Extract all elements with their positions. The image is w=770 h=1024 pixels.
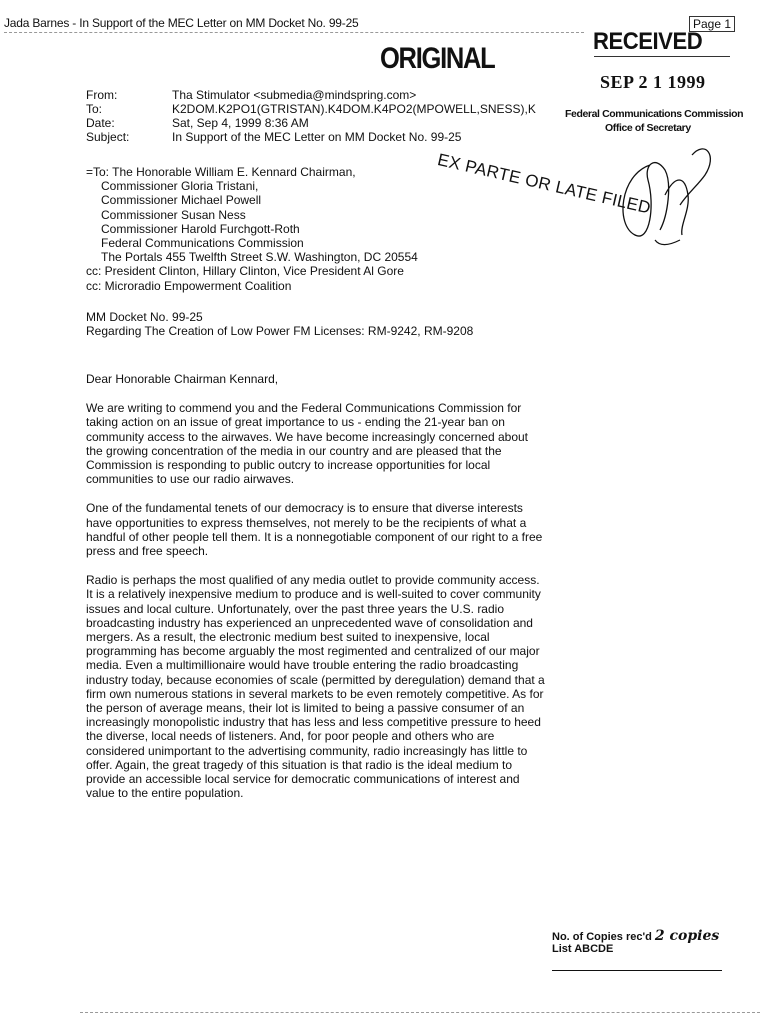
original-stamp: ORIGINAL (380, 42, 495, 75)
date-label: Date: (86, 116, 115, 130)
paragraph-3: Radio is perhaps the most qualified of any media outlet to provide community access. It is a relatively inexpensive medium to produce and is well-suited to cover community issues and local culture. Unfortunately, over the past three years the U.S. radio broadcasting industry has experienced an unprecedented wave of consolidation and mergers. As a result, the electronic medium best suited to inexpensive, local programming has become arguably the most regimented and centralized of our major media. Even a multimillionaire would have trouble entering the radio broadcasting industry today, because economies of scale (permitted by deregulation) demand that a firm own numerous stations in several markets to be even remotely competitive. As for the person of average means, their lot is limited to being a passive consumer of an increasingly monopolistic industry that has less and less competitive pressure to heed the diverse, local needs of listeners. And, for poor people and others who are considered unimportant to the advertising community, radio increasingly has little to offer. Again, the great tragedy of this situation is that radio is the ideal medium to provide an accessible local service for democratic communications of interest and value to the entire population. (86, 573, 545, 801)
memo-subject (86, 130, 766, 144)
memo-to (86, 102, 766, 116)
memo-from (86, 88, 766, 102)
address-block (86, 165, 418, 293)
docket-number: MM Docket No. 99-25 (86, 310, 203, 324)
from-value: Tha Stimulator <submedia@mindspring.com> (172, 88, 417, 102)
agency-stamp: Federal Communications Commission (565, 108, 744, 120)
letter-body (86, 372, 546, 815)
subject-label: Subject: (86, 130, 130, 144)
to-value: K2DOM.K2PO1(GTRISTAN).K4DOM.K4PO2(MPOWELL,SNESS),K (172, 102, 536, 116)
address-line: Federal Communications Commission (101, 236, 304, 251)
address-line: Commissioner Harold Furchgott-Roth (101, 221, 300, 236)
date-value: Sat, Sep 4, 1999 8:36 AM (172, 116, 309, 130)
address-line: The Portals 455 Twelfth Street S.W. Washington, DC 20554 (101, 250, 418, 265)
address-line: Commissioner Susan Ness (101, 207, 246, 222)
cc-line: cc: Microradio Empowerment Coalition (86, 278, 292, 293)
ex-parte-stamp: EX PARTE OR LATE FILED (435, 150, 653, 218)
received-date-stamp: SEP 2 1 1999 (600, 72, 706, 92)
footer-divider (80, 1012, 760, 1013)
reference-block (86, 310, 473, 338)
copies-label: No. of Copies rec'd (552, 931, 652, 943)
received-underline (594, 56, 730, 57)
memo-date (86, 116, 766, 130)
copies-underline (552, 970, 722, 971)
from-label: From: (86, 88, 118, 102)
copies-stamp (552, 930, 719, 955)
to-label: To: (86, 102, 103, 116)
copies-handwritten: 2 copies (654, 928, 720, 944)
address-line: =To: The Honorable William E. Kennard Chairman, (86, 165, 356, 179)
paragraph-2: One of the fundamental tenets of our democracy is to ensure that diverse interests have opportunities to express themselves, not merely to be the recipients of what a handful of other people tell them. It is a nonnegotiable component of our right to a free press and free speech. (86, 501, 543, 559)
address-line: Commissioner Gloria Tristani, (101, 179, 259, 194)
regarding-line: Regarding The Creation of Low Power FM Licenses: RM-9242, RM-9208 (86, 324, 474, 339)
fax-header: Jada Barnes - In Support of the MEC Letter on MM Docket No. 99-25 (4, 16, 359, 30)
office-stamp: Office of Secretary (605, 122, 691, 134)
handwritten-initials (610, 135, 720, 255)
salutation: Dear Honorable Chairman Kennard, (86, 372, 279, 386)
list-label: List ABCDE (552, 943, 614, 955)
subject-value: In Support of the MEC Letter on MM Docket No. 99-25 (172, 130, 462, 144)
received-stamp: RECEIVED (593, 28, 703, 55)
cc-line: cc: President Clinton, Hillary Clinton, Vice President Al Gore (86, 264, 404, 279)
paragraph-1: We are writing to commend you and the Federal Communications Commission for taking action on an issue of great importance to us - ending the 21-year ban on community access to the airwaves. We have become increasingly concerned about the growing concentration of the media in our country and are pleased that the Commission is responding to public outcry to increase opportunities for local communities to use our radio airwaves. (86, 401, 529, 487)
page-number: Page 1 (689, 16, 735, 32)
address-line: Commissioner Michael Powell (101, 193, 262, 208)
header-divider (4, 32, 584, 33)
